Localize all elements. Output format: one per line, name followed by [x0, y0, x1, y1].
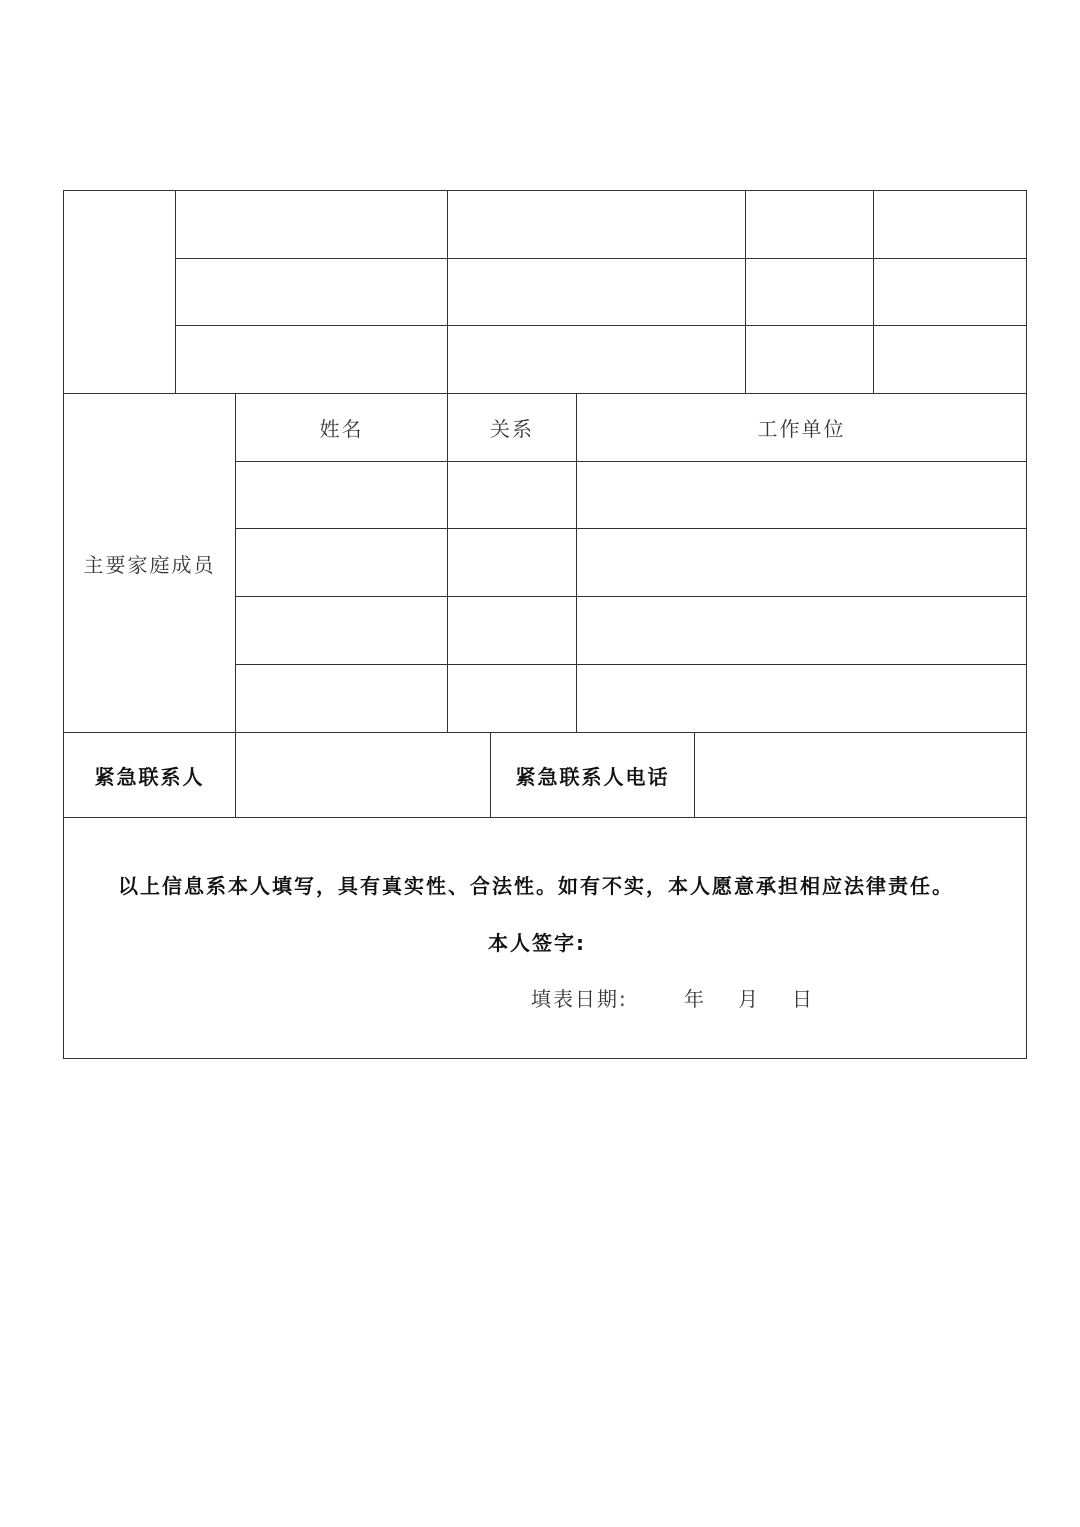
family-row-4-relation[interactable] — [448, 665, 576, 732]
signature-field[interactable] — [590, 922, 890, 956]
family-row-1-work-unit[interactable] — [577, 462, 1026, 528]
family-row-2-relation[interactable] — [448, 529, 576, 596]
top-row-2-col-2[interactable] — [448, 259, 745, 325]
family-members-label: 主要家庭成员 — [83, 552, 216, 577]
top-row-3-col-2[interactable] — [448, 326, 745, 393]
family-row-3-work-unit[interactable] — [577, 597, 1026, 664]
header-relation: 关系 — [490, 417, 534, 441]
table-border-right — [1026, 190, 1027, 1059]
top-row-1-col-3[interactable] — [746, 191, 873, 258]
top-row-1-col-4[interactable] — [874, 191, 1026, 258]
top-row-3-col-3[interactable] — [746, 326, 873, 393]
emergency-contact-label: 紧急联系人 — [94, 764, 205, 789]
emergency-phone-label: 紧急联系人电话 — [515, 764, 670, 789]
family-row-2-work-unit[interactable] — [577, 529, 1026, 596]
family-row-1-relation[interactable] — [448, 462, 576, 528]
continuation-label-cell — [64, 191, 175, 393]
emergency-phone-field[interactable] — [695, 733, 1026, 817]
fill-date-label: 填表日期: — [531, 987, 628, 1011]
header-work-unit: 工作单位 — [757, 417, 846, 441]
section-divider — [63, 817, 1027, 818]
family-row-4-name[interactable] — [236, 665, 447, 732]
declaration-statement: 以上信息系本人填写，具有真实性、合法性。如有不实，本人愿意承担相应法律责任。 — [118, 874, 954, 898]
date-year-label: 年 — [684, 987, 706, 1011]
top-row-3-col-4[interactable] — [874, 326, 1026, 393]
family-row-2-name[interactable] — [236, 529, 447, 596]
top-row-3-col-1[interactable] — [176, 326, 447, 393]
family-row-3-relation[interactable] — [448, 597, 576, 664]
family-row-3-name[interactable] — [236, 597, 447, 664]
top-row-2-col-1[interactable] — [176, 259, 447, 325]
header-name: 姓名 — [319, 417, 364, 441]
date-month-label: 月 — [738, 987, 760, 1011]
family-row-1-name[interactable] — [236, 462, 447, 528]
table-border-bottom — [63, 1058, 1027, 1059]
signature-label: 本人签字: — [488, 931, 586, 955]
top-row-2-col-3[interactable] — [746, 259, 873, 325]
top-row-1-col-2[interactable] — [448, 191, 745, 258]
top-row-2-col-4[interactable] — [874, 259, 1026, 325]
family-row-4-work-unit[interactable] — [577, 665, 1026, 732]
emergency-contact-field[interactable] — [236, 733, 490, 817]
date-day-label: 日 — [792, 987, 814, 1011]
top-row-1-col-1[interactable] — [176, 191, 447, 258]
